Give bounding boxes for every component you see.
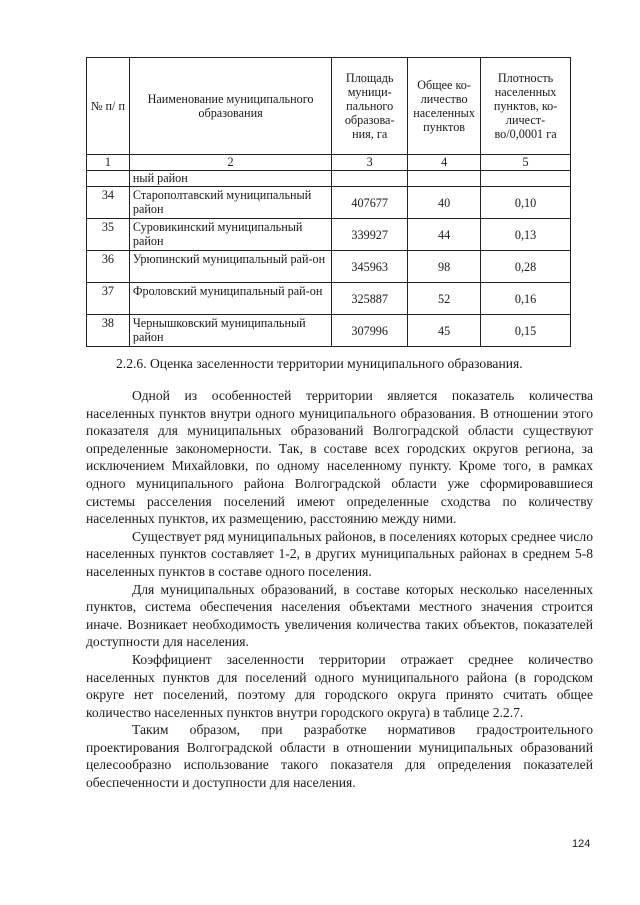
row-count: 45 bbox=[408, 315, 481, 347]
col-number: 5 bbox=[481, 155, 571, 171]
paragraph: Одной из особенностей территории является показатель количества населенных пунктов внутри одного муниципального образования. В отношении этого показателя для муниципальных образований Волгоградской области существуют определенные закономерности. Так, в составе всех городских округов региона, за исключением Михайловки, по одному населенному пункту. Кроме того, в рамках одного муниципального района Волгоградской области уже сформировавшиеся системы расселения поселений имеют определенные сходства по количеству населенных пунктов, их размещению, расстоянию между ними. bbox=[86, 388, 593, 527]
settlements-table bbox=[86, 57, 571, 347]
row-num: 37 bbox=[87, 283, 130, 315]
empty-cell bbox=[332, 171, 408, 187]
continuation-text: ный район bbox=[129, 171, 331, 187]
header-area: Площадь муници-пального образова-ния, га bbox=[332, 58, 408, 155]
paragraph: Существует ряд муниципальных районов, в поселениях которых среднее число населенных пунктов составляет 1-2, в других муниципальных районах в среднем 5-8 населенных пунктов в составе одного поселения. bbox=[86, 528, 593, 579]
paragraph: Коэффициент заселенности территории отражает среднее количество населенных пунктов для поселений одного муниципального района (в городском округе нет поселений, поэтому для городского округа принято считать общее количество населенных пунктов внутри городского округа) в таблице 2.2.7. bbox=[86, 651, 593, 720]
row-density: 0,16 bbox=[481, 283, 571, 315]
row-area: 325887 bbox=[332, 283, 408, 315]
row-density: 0,13 bbox=[481, 219, 571, 251]
row-name: Старополтавский муниципальный район bbox=[129, 187, 331, 219]
row-count: 44 bbox=[408, 219, 481, 251]
row-area: 307996 bbox=[332, 315, 408, 347]
row-name: Чернышковский муниципальный район bbox=[129, 315, 331, 347]
row-density: 0,10 bbox=[481, 187, 571, 219]
col-number: 4 bbox=[408, 155, 481, 171]
row-density: 0,15 bbox=[481, 315, 571, 347]
paragraph: Таким образом, при разработке нормативов градостроительного проектирования Волгоградской области в отношении муниципальных образований целесообразно использование такого показателя для определения показателей обеспеченности и доступности для населения. bbox=[86, 722, 593, 791]
row-num: 34 bbox=[87, 187, 130, 219]
table-row bbox=[87, 283, 571, 315]
row-count: 98 bbox=[408, 251, 481, 283]
row-density: 0,28 bbox=[481, 251, 571, 283]
col-number: 2 bbox=[129, 155, 331, 171]
table-row bbox=[87, 251, 571, 283]
empty-cell bbox=[481, 171, 571, 187]
col-number: 3 bbox=[332, 155, 408, 171]
page-number: 124 bbox=[572, 838, 591, 850]
header-density: Плотность населенных пунктов, ко-личест-во/0,0001 га bbox=[481, 58, 571, 155]
body-text bbox=[86, 387, 593, 792]
row-area: 339927 bbox=[332, 219, 408, 251]
section-heading: 2.2.6. Оценка заселенности территории муниципального образования. bbox=[116, 356, 523, 371]
row-name: Урюпинский муниципальный рай-он bbox=[129, 251, 331, 283]
empty-cell bbox=[408, 171, 481, 187]
header-name: Наименование муниципального образования bbox=[129, 58, 331, 155]
row-name: Фроловский муниципальный рай-он bbox=[129, 283, 331, 315]
column-number-row bbox=[87, 155, 571, 171]
row-area: 345963 bbox=[332, 251, 408, 283]
row-num: 38 bbox=[87, 315, 130, 347]
empty-cell bbox=[87, 171, 130, 187]
header-num: № п/ п bbox=[87, 58, 130, 155]
row-count: 40 bbox=[408, 187, 481, 219]
col-number: 1 bbox=[87, 155, 130, 171]
table-row bbox=[87, 315, 571, 347]
table-row bbox=[87, 187, 571, 219]
header-count: Общее ко-личество населенных пунктов bbox=[408, 58, 481, 155]
row-count: 52 bbox=[408, 283, 481, 315]
row-name: Суровикинский муниципальный район bbox=[129, 219, 331, 251]
table-header-row bbox=[87, 58, 571, 155]
table-row bbox=[87, 219, 571, 251]
continuation-row bbox=[87, 171, 571, 187]
row-area: 407677 bbox=[332, 187, 408, 219]
paragraph: Для муниципальных образований, в составе которых несколько населенных пунктов, система обеспечения населения объектами местного значения строится иначе. Возникает необходимость увеличения количества таких объектов, показателей доступности для населения. bbox=[86, 581, 593, 650]
row-num: 36 bbox=[87, 251, 130, 283]
row-num: 35 bbox=[87, 219, 130, 251]
